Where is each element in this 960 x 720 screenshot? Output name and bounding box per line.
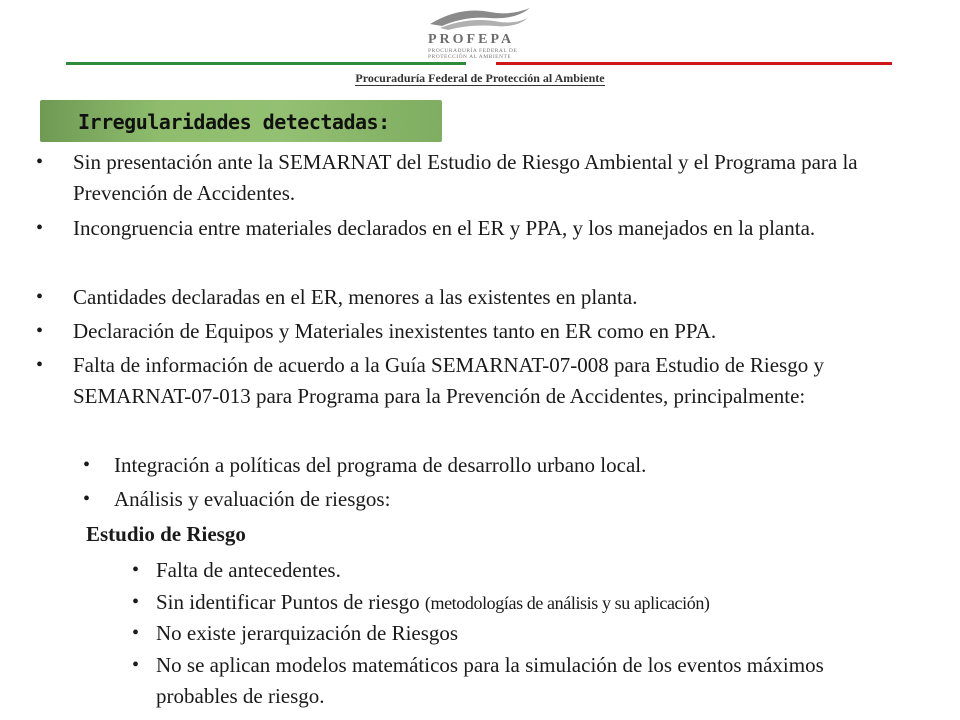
sub-list-item: Análisis y evaluación de riesgos: [114,487,391,511]
bullet-icon: • [83,454,91,476]
list-item: Sin presentación ante la SEMARNAT del Estudio de Riesgo Ambiental y el Programa para la Prevención de Accidentes. [73,150,858,205]
logo-subtitle: PROCURADURÍA FEDERAL DE PROTECCIÓN AL AMBIENTE [428,48,518,60]
bullet-icon: • [132,591,140,613]
sub-list-item: Integración a políticas del programa de desarrollo urbano local. [114,453,647,477]
banner-title: Irregularidades detectadas: [78,110,390,134]
bullet-icon: • [36,354,44,376]
eagle-emblem-icon [420,2,540,32]
header-rule-red [496,62,892,65]
list-item: Incongruencia entre materiales declarados en el ER y PPA, y los manejados en la planta. [73,216,816,240]
study-item: Falta de antecedentes. [156,558,341,582]
study-item: No existe jerarquización de Riesgos [156,621,459,645]
bullet-icon: • [83,488,91,510]
bullet-icon: • [36,320,44,342]
bullet-icon: • [36,286,44,308]
agency-name: Procuraduría Federal de Protección al Ambiente [355,71,605,85]
sub-heading: Estudio de Riesgo [86,522,246,546]
bullet-icon: • [36,151,44,173]
bullet-icon: • [36,217,44,239]
list-item: Declaración de Equipos y Materiales inexistentes tanto en ER como en PPA. [73,319,717,343]
study-item: Sin identificar Puntos de riesgo (metodologías de análisis y su aplicación) [156,590,710,614]
bullet-icon: • [132,622,140,644]
list-item: Cantidades declaradas en el ER, menores a las existentes en planta. [73,285,638,309]
section-banner [40,100,442,142]
bullet-icon: • [132,654,140,676]
profepa-logo [420,2,540,62]
logo-name: PROFEPA [428,32,515,47]
list-item: Falta de información de acuerdo a la Guía SEMARNAT-07-008 para Estudio de Riesgo y SEMARNAT-07-013 para Programa para la Prevención de Accidentes, principalmente: [73,353,824,408]
bullet-icon: • [132,559,140,581]
header-rule-green [66,62,466,65]
study-item: No se aplican modelos matemáticos para la simulación de los eventos máximos probables de riesgo. [156,653,824,708]
